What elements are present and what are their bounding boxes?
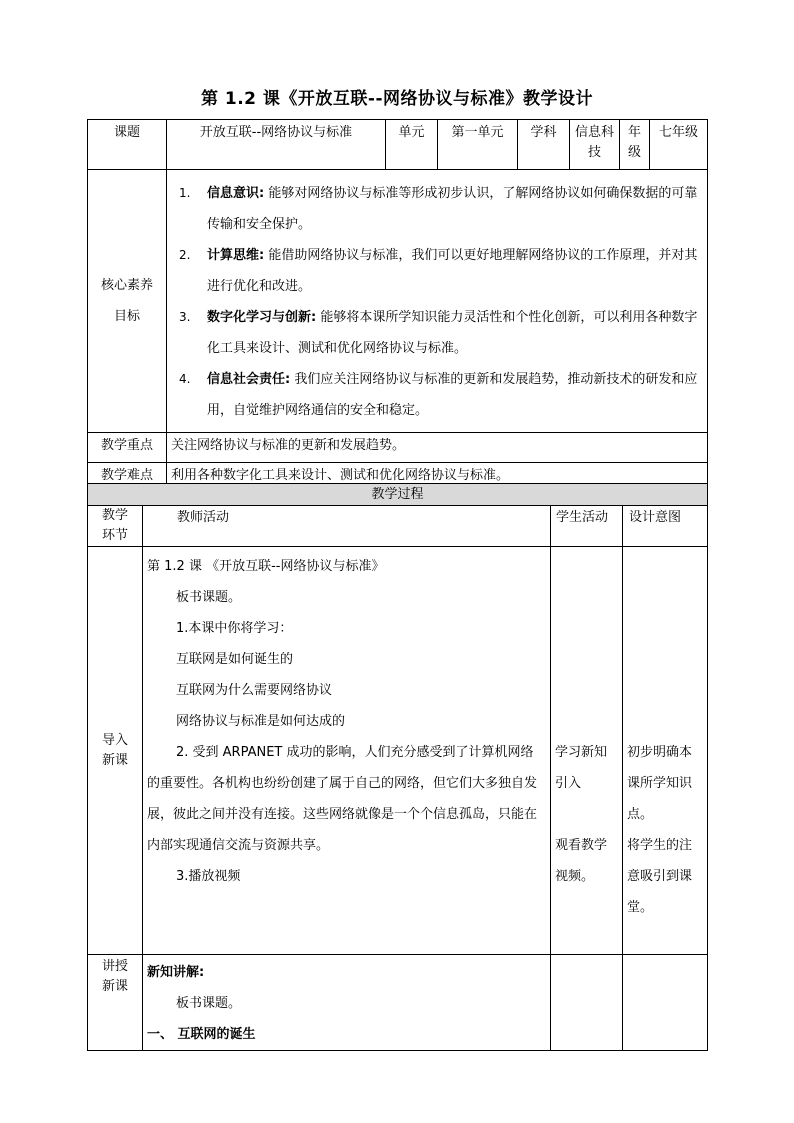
video-note: 3.播放视频 <box>176 869 241 884</box>
key-label: 教学重点 <box>88 433 167 463</box>
subject-label: 学科 <box>518 120 570 170</box>
board-note: 板书课题。 <box>176 590 242 605</box>
student-activity-2: 观看教学视频。 <box>555 838 608 884</box>
goal-text: 能够对网络协议与标准等形成初步认识，了解网络协议如何确保数据的可靠传输和安全保护。 <box>207 186 698 232</box>
lecture-section-heading: 一、 互联网的诞生 <box>147 1027 256 1042</box>
core-row <box>88 170 708 433</box>
lecture-heading: 新知讲解: <box>147 965 205 980</box>
goal-keyword: 信息社会责任: <box>207 372 291 387</box>
process-header-row <box>88 506 708 547</box>
col-stage-header: 教学环节 <box>88 506 143 547</box>
learn-heading: 1.本课中你将学习： <box>176 621 293 636</box>
goal-keyword: 计算思维: <box>207 248 265 263</box>
grade-value: 七年级 <box>650 120 708 170</box>
goal-item <box>173 178 701 240</box>
design-intent-2: 将学生的注意吸引到课堂。 <box>627 838 693 915</box>
lecture-stage: 讲授新课 <box>88 955 143 1051</box>
lesson-info-table <box>87 119 708 493</box>
goal-text: 能够将本课所学知识能力灵活性和个性化创新，可以利用各种数字化工具来设计、测试和优化网络协议与标准。 <box>207 310 698 356</box>
col-student-header: 学生活动 <box>551 506 623 547</box>
difficult-label: 教学难点 <box>88 463 167 493</box>
key-value: 关注网络协议与标准的更新和发展趋势。 <box>167 433 708 463</box>
unit-value: 第一单元 <box>438 120 518 170</box>
subject-value: 信息科技 <box>570 120 620 170</box>
col-teacher-header: 教师活动 <box>143 506 551 547</box>
core-goals <box>167 170 708 433</box>
goal-keyword: 信息意识: <box>207 186 265 201</box>
goal-item <box>173 364 701 426</box>
unit-label: 单元 <box>386 120 438 170</box>
goal-keyword: 数字化学习与创新: <box>207 310 317 325</box>
grade-label: 年级 <box>620 120 650 170</box>
lecture-design-intent <box>623 955 708 1051</box>
topic-label: 课题 <box>88 120 167 170</box>
lecture-board-note: 板书课题。 <box>176 996 242 1011</box>
goal-item <box>173 302 701 364</box>
topic-item: 网络协议与标准是如何达成的 <box>176 714 346 729</box>
topic-item: 互联网为什么需要网络协议 <box>176 683 333 698</box>
intro-design-intent <box>623 547 708 955</box>
goal-text: 我们应关注网络协议与标准的更新和发展趋势，推动新技术的研发和应用，自觉维护网络通信的安全和稳定。 <box>207 372 698 418</box>
lesson-line: 第 1.2 课 《开放互联--网络协议与标准》 <box>147 559 385 574</box>
goal-item <box>173 240 701 302</box>
goal-number: 2. <box>179 248 191 262</box>
difficult-value: 利用各种数字化工具来设计、测试和优化网络协议与标准。 <box>167 463 708 493</box>
document-title: 第 1.2 课《开放互联--网络协议与标准》教学设计 <box>200 89 594 109</box>
intro-stage: 导入新课 <box>88 547 143 955</box>
col-design-header: 设计意图 <box>623 506 708 547</box>
process-title: 教学过程 <box>88 484 708 506</box>
lecture-student-activity <box>551 955 623 1051</box>
goal-number: 4. <box>179 372 191 386</box>
teaching-process-table <box>87 483 708 1051</box>
lecture-row <box>88 955 708 1051</box>
info-row <box>88 120 708 170</box>
intro-row <box>88 547 708 955</box>
key-row <box>88 433 708 463</box>
design-intent-1: 初步明确本课所学知识点。 <box>627 745 693 822</box>
topic-value: 开放互联--网络协议与标准 <box>167 120 386 170</box>
arpanet-paragraph: 2. 受到 ARPANET 成功的影响，人们充分感受到了计算机网络的重要性。各机构也纷纷创建了属于自己的网络，但它们大多独自发展，彼此之间并没有连接。这些网络就像是一个个信息孤岛，只能在内部实现通信交流与资源共享。 <box>147 745 538 853</box>
intro-teacher-activity <box>143 547 551 955</box>
lecture-teacher-activity <box>143 955 551 1051</box>
topic-item: 互联网是如何诞生的 <box>176 652 294 667</box>
goal-number: 1. <box>179 186 191 200</box>
student-activity-1: 学习新知引入 <box>555 745 608 791</box>
intro-student-activity <box>551 547 623 955</box>
goal-text: 能借助网络协议与标准，我们可以更好地理解网络协议的工作原理，并对其进行优化和改进。 <box>207 248 698 294</box>
goal-number: 3. <box>179 310 191 324</box>
core-label: 核心素养目标 <box>88 170 167 433</box>
